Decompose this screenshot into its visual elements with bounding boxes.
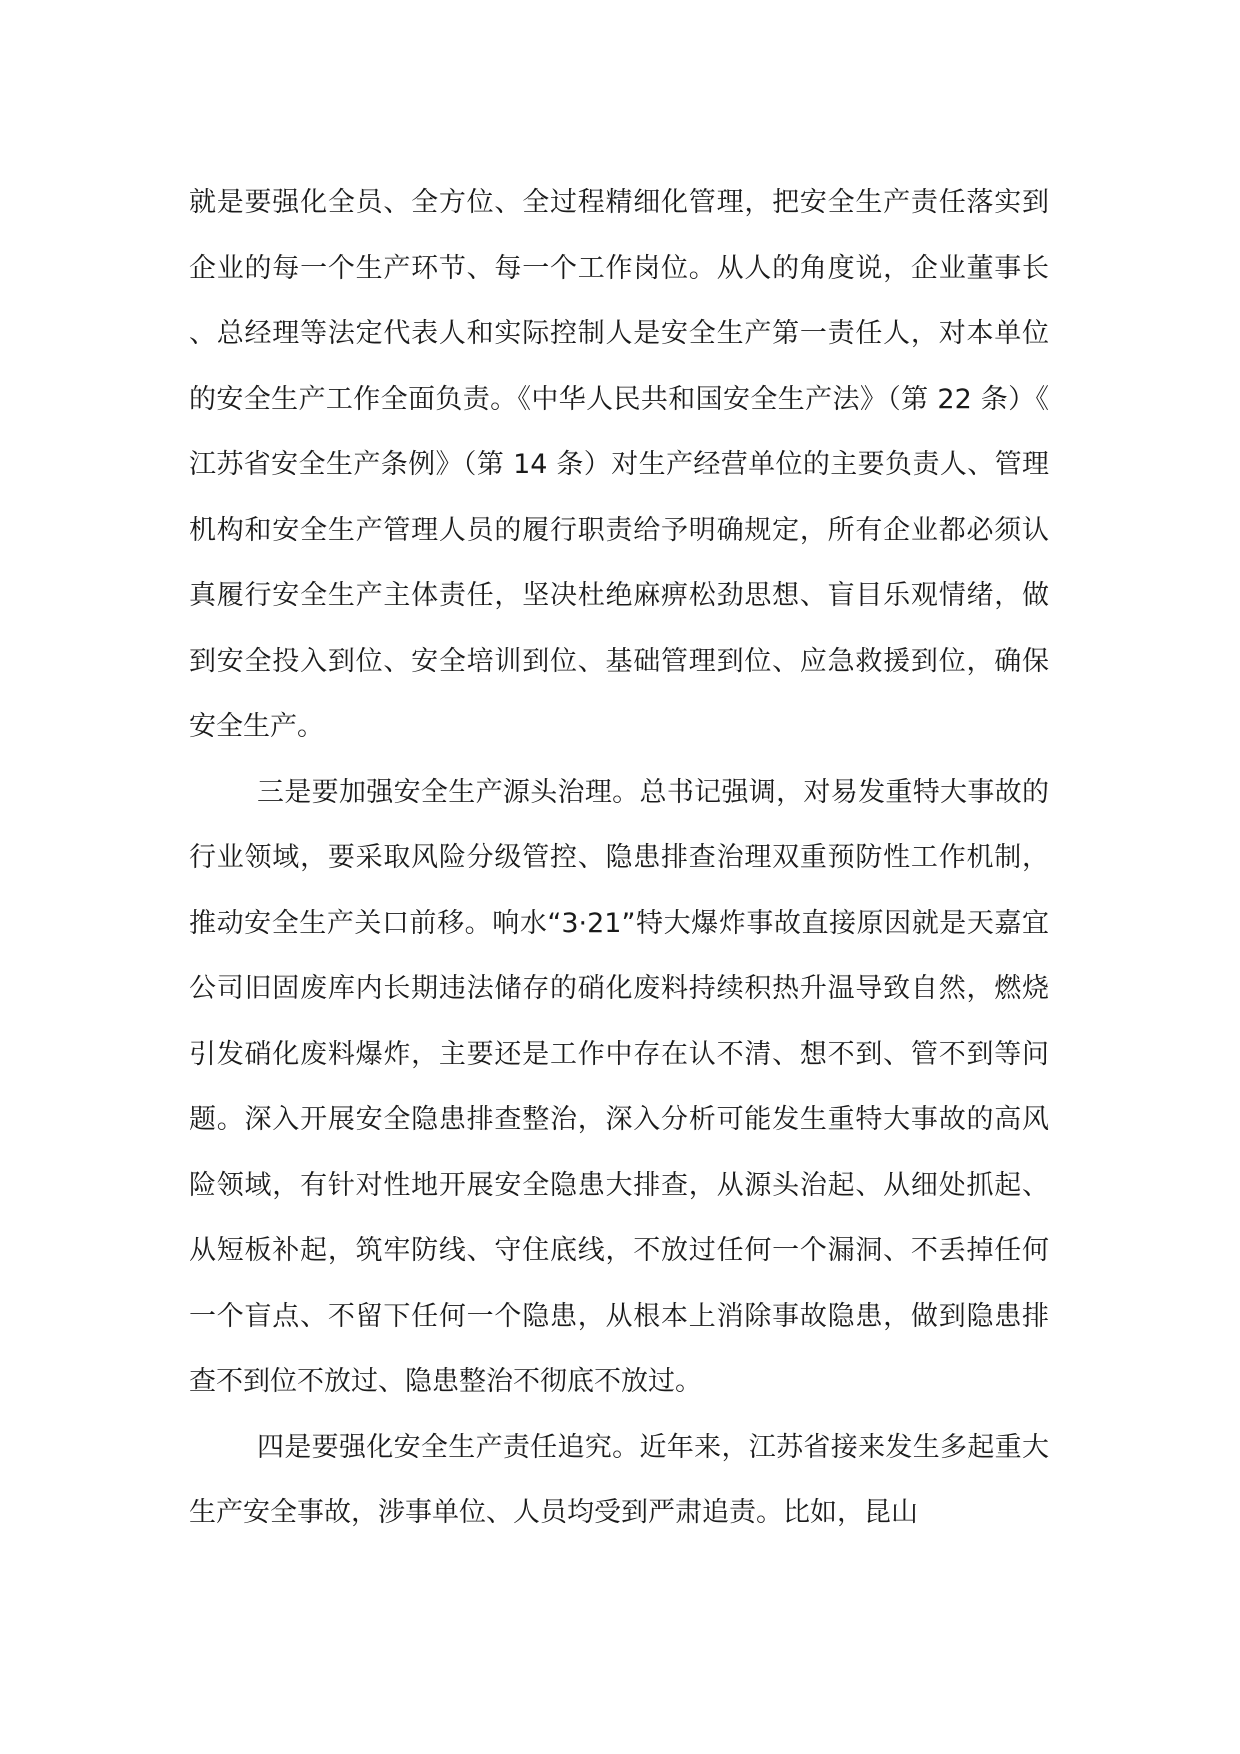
paragraph-1: 就是要强化全员、全方位、全过程精细化管理，把安全生产责任落实到企业的每一个生产环节、每一个工作岗位。从人的角度说，企业董事长、总经理等法定代表人和实际控制人是安全生产第一责任人，对本单位的安全生产工作全面负责。《中华人民共和国安全生产法》（第 22 条）《江苏省安全生产条例》（第 14 条）对生产经营单位的主要负责人、管理机构和安全生产管理人员的履行职责给予明确规定，所有企业都必须认真履行安全生产主体责任，坚决杜绝麻痹松劲思想、盲目乐观情绪，做到安全投入到位、安全培训到位、基础管理到位、应急救援到位，确保安全生产。 bbox=[189, 187, 1049, 742]
body-text bbox=[189, 170, 1049, 1546]
paragraph-2: 三是要加强安全生产源头治理。总书记强调，对易发重特大事故的行业领域，要采取风险分级管控、隐患排查治理双重预防性工作机制，推动安全生产关口前移。响水“3·21”特大爆炸事故直接原因就是天嘉宜公司旧固废库内长期违法储存的硝化废料持续积热升温导致自然，燃烧引发硝化废料爆炸，主要还是工作中存在认不清、想不到、管不到等问题。深入开展安全隐患排查整治，深入分析可能发生重特大事故的高风险领域，有针对性地开展安全隐患大排查，从源头治起、从细处抓起、从短板补起，筑牢防线、守住底线，不放过任何一个漏洞、不丢掉任何一个盲点、不留下任何一个隐患，从根本上消除事故隐患，做到隐患排查不到位不放过、隐患整治不彻底不放过。 bbox=[189, 776, 1049, 1397]
paragraph-3: 四是要强化安全生产责任追究。近年来，江苏省接来发生多起重大生产安全事故，涉事单位、人员均受到严肃追责。比如，昆山 bbox=[189, 1431, 1049, 1528]
